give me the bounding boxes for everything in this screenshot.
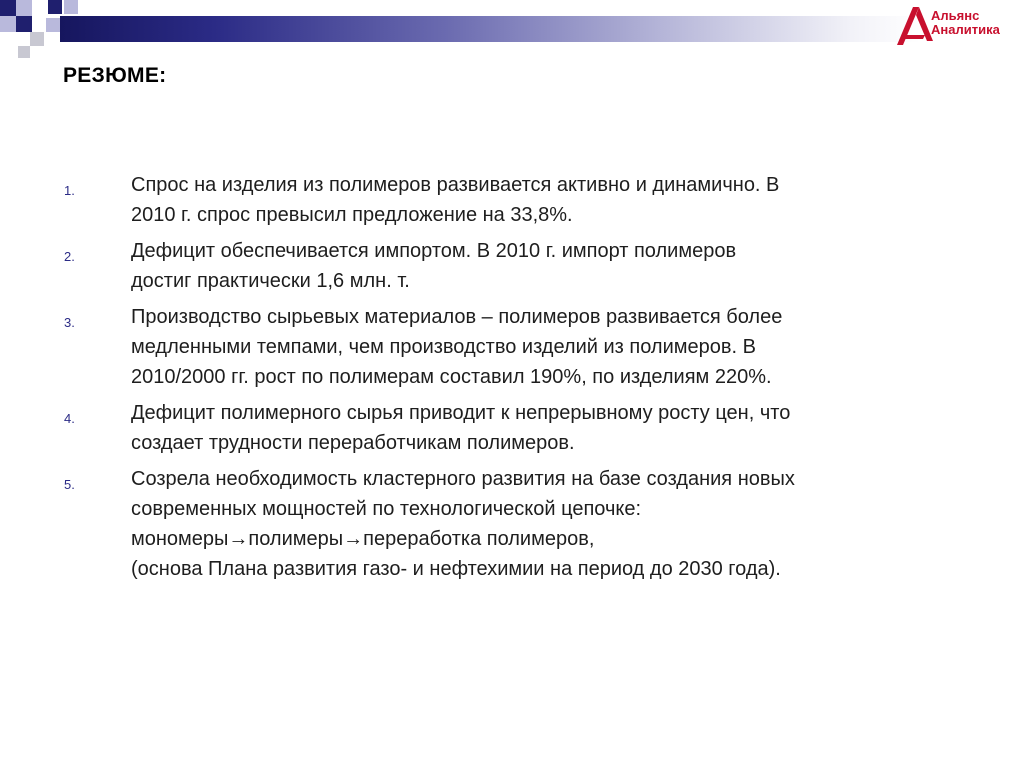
item-line: 2010 г. спрос превысил предложение на 33,8%. <box>131 204 573 226</box>
decorative-square <box>48 0 62 14</box>
logo-text <box>931 9 1000 37</box>
item-number: 4. <box>64 411 75 426</box>
item-number: 3. <box>64 315 75 330</box>
item-line: Дефицит обеспечивается импортом. В 2010 г. импорт полимеров <box>131 240 737 262</box>
logo-line-1: Альянс <box>931 8 980 23</box>
item-number: 5. <box>64 477 75 492</box>
decorative-square <box>16 0 32 16</box>
list-item <box>0 302 1024 392</box>
decorative-square <box>46 18 60 32</box>
item-text <box>131 464 1011 584</box>
item-line: (основа Плана развития газо- и нефтехимии на период до 2030 года). <box>131 558 781 580</box>
list-item <box>0 236 1024 296</box>
item-line: 2010/2000 гг. рост по полимерам составил 190%, по изделиям 220%. <box>131 366 772 388</box>
item-line: достиг практически 1,6 млн. т. <box>131 270 410 292</box>
item-text <box>131 302 1011 392</box>
item-line: создает трудности переработчикам полимеров. <box>131 432 575 454</box>
item-text <box>131 236 1011 296</box>
item-line: Производство сырьевых материалов – полимеров развивается более <box>131 306 783 328</box>
item-line: современных мощностей по технологической цепочке: <box>131 498 642 520</box>
decorative-square <box>30 32 44 46</box>
company-logo <box>895 3 1023 47</box>
decorative-square <box>0 16 16 32</box>
logo-line-2: Аналитика <box>931 22 1000 37</box>
slide-title: РЕЗЮМЕ: <box>63 64 167 87</box>
decorative-square <box>18 46 30 58</box>
list-item <box>0 170 1024 230</box>
item-line: мономеры→полимеры→переработка полимеров, <box>131 528 595 550</box>
summary-list <box>0 170 1024 590</box>
item-text <box>131 170 1011 230</box>
logo-mark-icon <box>895 3 935 47</box>
item-text <box>131 398 1011 458</box>
item-line: Созрела необходимость кластерного развития на базе создания новых <box>131 468 795 490</box>
item-number: 1. <box>64 183 75 198</box>
list-item <box>0 464 1024 584</box>
list-item <box>0 398 1024 458</box>
decorative-square <box>64 0 78 14</box>
decorative-square <box>0 0 16 16</box>
item-line: Спрос на изделия из полимеров развивается активно и динамично. В <box>131 174 780 196</box>
item-line: медленными темпами, чем производство изделий из полимеров. В <box>131 336 756 358</box>
decorative-square <box>16 16 32 32</box>
item-line: Дефицит полимерного сырья приводит к непрерывному росту цен, что <box>131 402 791 424</box>
header-gradient-band <box>60 16 920 42</box>
item-number: 2. <box>64 249 75 264</box>
